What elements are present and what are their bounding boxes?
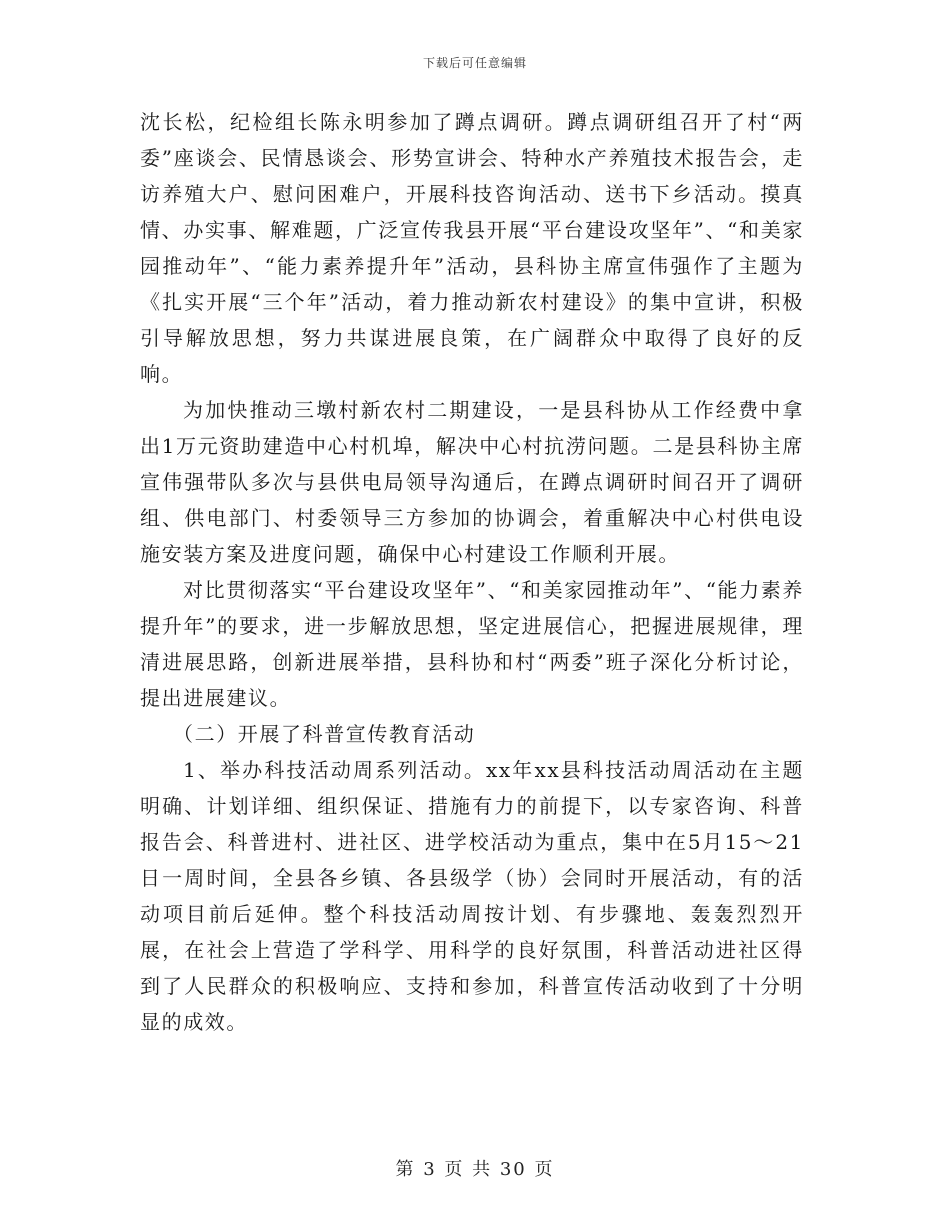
paragraph-continued: 沈长松，纪检组长陈永明参加了蹲点调研。蹲点调研组召开了村“两委”座谈会、民情恳谈会、形势宣讲会、特种水产养殖技术报告会，走访养殖大户、慰问困难户，开展科技咨询活动、送书下乡活动。摸真情、办实事、解难题，广泛宣传我县开展“平台建设攻坚年”、“和美家园推动年”、“能力素养提升年”活动，县科协主席宣伟强作了主题为《扎实开展“三个年”活动，着力推动新农村建设》的集中宣讲，积极引导解放思想，努力共谋进展良策，在广阔群众中取得了良好的反响。 [140,110,804,386]
paragraph-village-construction: 为加快推动三墩村新农村二期建设，一是县科协从工作经费中拿出1万元资助建造中心村机埠，解决中心村抗涝问题。二是县科协主席宣伟强带队多次与县供电局领导沟通后，在蹲点调研时间召开了调研组、供电部门、村委领导三方参加的协调会，着重解决中心村供电设施安装方案及进度问题，确保中心村建设工作顺利开展。 [140,398,804,566]
paragraph-implementation: 对比贯彻落实“平台建设攻坚年”、“和美家园推动年”、“能力素养提升年”的要求，进一步解放思想，坚定进展信心，把握进展规律，理清进展思路，创新进展举措，县科协和村“两委”班子深化分析讨论，提出进展建议。 [140,578,804,710]
paragraph-science-week: 1、举办科技活动周系列活动。xx年xx县科技活动周活动在主题明确、计划详细、组织保证、措施有力的前提下，以专家咨询、科普报告会、科普进村、进社区、进学校活动为重点，集中在5月15～21日一周时间，全县各乡镇、各县级学（协）会同时开展活动，有的活动项目前后延伸。整个科技活动周按计划、有步骤地、轰轰烈烈开展，在社会上营造了学科学、用科学的良好氛围，科普活动进社区得到了人民群众的积极响应、支持和参加，科普宣传活动收到了十分明显的成效。 [140,758,804,1034]
page-footer: 第 3 页 共 30 页 [395,1159,555,1180]
section-heading: （二）开展了科普宣传教育活动 [173,722,476,746]
document-body [140,104,804,1040]
page-header: 下载后可任意编辑 [422,56,527,70]
